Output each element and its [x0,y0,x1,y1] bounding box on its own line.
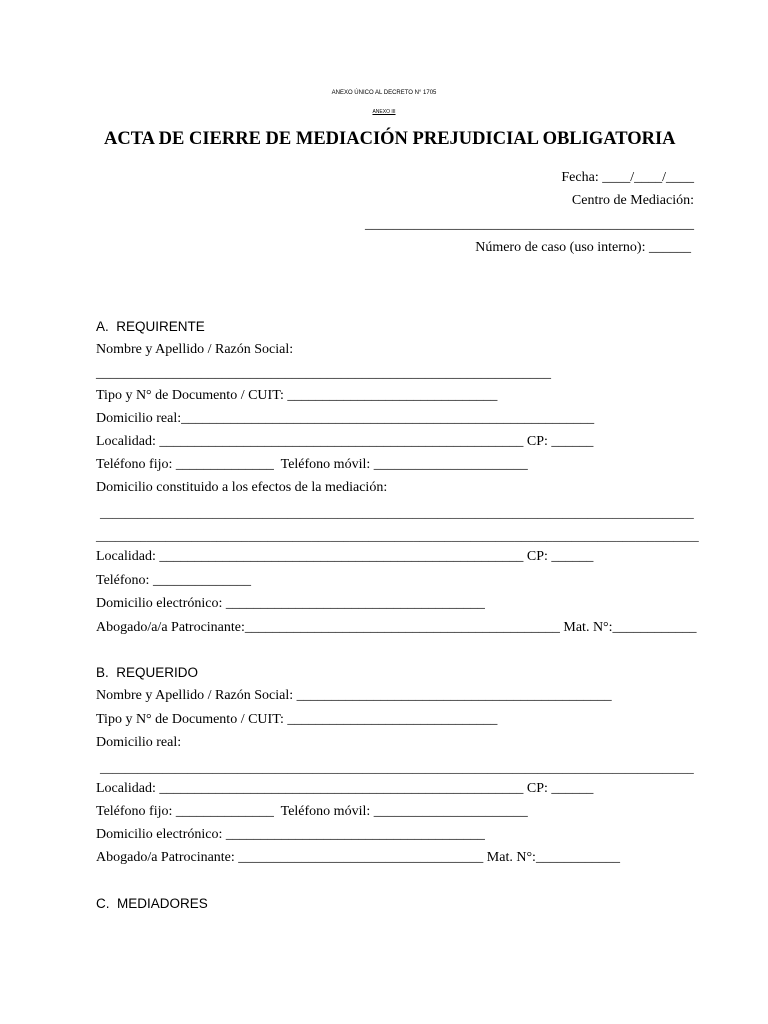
requirente-heading: A. REQUIRENTE [96,319,205,334]
centro-mediacion-line: _______________________________________________ [365,217,694,232]
numero-caso-field: Número de caso (uso interno): ______ [475,240,691,255]
requirente-nombre-label: Nombre y Apellido / Razón Social: [96,342,294,357]
requerido-documento-field: Tipo y N° de Documento / CUIT: ______________________________ [96,712,498,727]
fecha-field: Fecha: ____/____/____ [561,170,694,185]
requirente-domicilio-electronico-field: Domicilio electrónico: _____________________________________ [96,596,485,611]
requerido-domicilio-line: _______________________________________________________________________________________________ [100,761,694,775]
annex-heading: ANEXO III [372,109,396,115]
requirente-constituido-line-1: _______________________________________________________________________________________________ [100,506,694,520]
requerido-nombre-field: Nombre y Apellido / Razón Social: _____________________________________________ [96,688,612,703]
requirente-localidad-field: Localidad: ____________________________________________________ CP: ______ [96,434,594,449]
centro-mediacion-label: Centro de Mediación: [571,193,694,208]
requerido-abogado-field: Abogado/a Patrocinante: ___________________________________ Mat. N°:____________ [96,850,620,865]
requirente-abogado-field: Abogado/a/a Patrocinante:_____________________________________________ Mat. N°:____________ [96,620,697,635]
requirente-telefono-field: Teléfono: ______________ [96,573,251,588]
mediadores-heading: C. MEDIADORES [96,896,208,911]
requerido-domicilio-electronico-field: Domicilio electrónico: _____________________________________ [96,827,485,842]
requirente-domicilio-constituido-label: Domicilio constituido a los efectos de la mediación: [96,480,388,495]
requirente-nombre-line: _________________________________________________________________ [96,366,551,381]
requerido-localidad-field: Localidad: ____________________________________________________ CP: ______ [96,781,594,796]
requerido-heading: B. REQUERIDO [96,665,199,680]
requirente-telefonos-field: Teléfono fijo: ______________ Teléfono móvil: ______________________ [96,457,528,472]
requirente-localidad-2-field: Localidad: ____________________________________________________ CP: ______ [96,549,594,564]
requerido-telefonos-field: Teléfono fijo: ______________ Teléfono móvil: ______________________ [96,804,528,819]
requirente-constituido-line-2: _______________________________________________________________________________________________ [96,529,699,543]
requirente-domicilio-real-field: Domicilio real:___________________________________________________________ [96,411,595,426]
requirente-documento-field: Tipo y N° de Documento / CUIT: ______________________________ [96,388,498,403]
document-title: ACTA DE CIERRE DE MEDIACIÓN PREJUDICIAL OBLIGATORIA [104,129,676,149]
requerido-domicilio-real-label: Domicilio real: [96,735,182,750]
decree-heading: ANEXO ÚNICO AL DECRETO N° 1705 [331,90,437,96]
